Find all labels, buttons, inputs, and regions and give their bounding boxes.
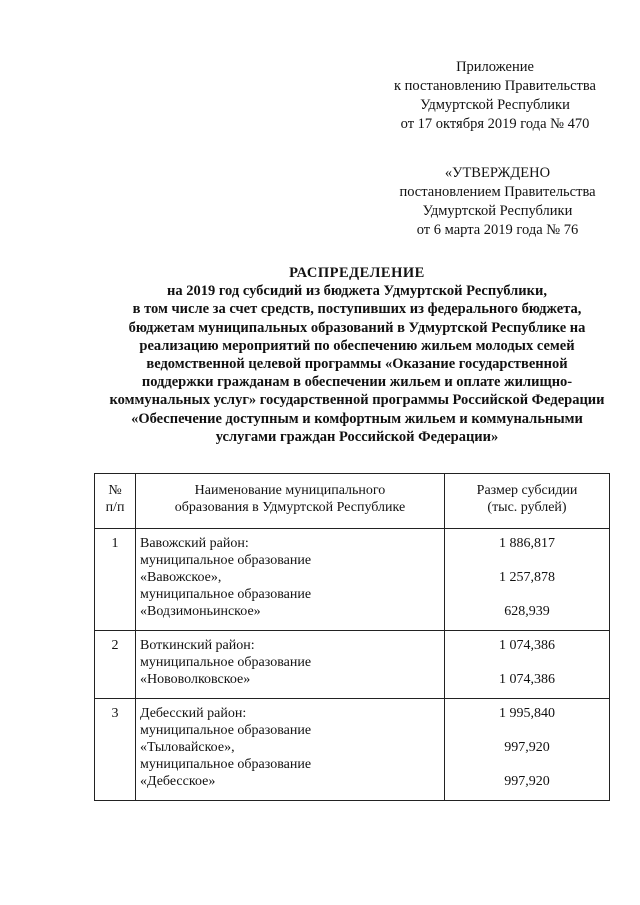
approval-line: от 6 марта 2019 года № 76 xyxy=(416,222,579,238)
title-line: услугами граждан Российской Федерации» xyxy=(215,428,499,445)
header-number-line: п/п xyxy=(105,500,125,515)
table-row xyxy=(95,529,610,631)
title-line: ведомственной целевой программы «Оказание государственной xyxy=(146,356,568,373)
subsidy-value: 1 074,386 xyxy=(499,638,555,653)
document-title xyxy=(92,264,622,446)
header-municipality-line: Наименование муниципального xyxy=(194,483,386,498)
row-municipality xyxy=(136,699,445,801)
row-subsidy xyxy=(445,631,610,699)
municipality-line: муниципальное образование xyxy=(140,655,312,670)
subsidy-value: 997,920 xyxy=(504,774,550,789)
subsidy-value: 1 074,386 xyxy=(499,672,555,687)
municipality-line: муниципальное образование xyxy=(140,757,312,772)
title-line: в том числе за счет средств, поступивших из федерального бюджета, xyxy=(132,301,582,318)
header-municipality xyxy=(136,474,445,529)
municipality-line: Вавожский район: xyxy=(140,536,249,551)
row-subsidy xyxy=(445,699,610,801)
municipality-line: «Вавожское», xyxy=(140,570,222,585)
municipality-line: «Нововолковское» xyxy=(140,672,251,687)
header-number xyxy=(95,474,136,529)
municipality-line: муниципальное образование xyxy=(140,553,312,568)
appendix-header xyxy=(380,58,610,134)
appendix-line: Удмуртской Республики xyxy=(420,97,570,113)
municipality-line: Воткинский район: xyxy=(140,638,255,653)
municipality-line: «Дебесское» xyxy=(140,774,216,789)
municipality-line: Дебесский район: xyxy=(140,706,247,721)
header-subsidy-line: Размер субсидии xyxy=(476,483,578,498)
title-line: бюджетам муниципальных образований в Удмуртской Республике на xyxy=(128,319,586,336)
approval-line: «УТВЕРЖДЕНО xyxy=(444,165,551,181)
title-heading: РАСПРЕДЕЛЕНИЕ xyxy=(289,265,425,281)
appendix-line: к постановлению Правительства xyxy=(394,78,596,94)
approval-stamp xyxy=(385,164,610,240)
row-number: 2 xyxy=(95,631,136,699)
title-line: «Обеспечение доступным и комфортным жильем и коммунальными xyxy=(131,410,583,427)
appendix-line: Приложение xyxy=(456,59,534,75)
header-subsidy xyxy=(445,474,610,529)
approval-line: Удмуртской Республики xyxy=(422,203,573,219)
row-municipality xyxy=(136,529,445,631)
subsidy-value: 1 995,840 xyxy=(499,706,555,721)
title-line: поддержки гражданам в обеспечении жильем и оплате жилищно- xyxy=(141,374,573,391)
table-row xyxy=(95,631,610,699)
row-subsidy xyxy=(445,529,610,631)
title-line: реализацию мероприятий по обеспечению жильем молодых семей xyxy=(139,337,575,354)
row-number: 1 xyxy=(95,529,136,631)
subsidy-value: 997,920 xyxy=(504,740,550,755)
subsidy-value: 628,939 xyxy=(504,604,550,619)
header-subsidy-line: (тыс. рублей) xyxy=(487,500,567,515)
municipality-line: «Тыловайское», xyxy=(140,740,235,755)
municipality-line: муниципальное образование xyxy=(140,587,312,602)
row-number: 3 xyxy=(95,699,136,801)
header-municipality-line: образования в Удмуртской Республике xyxy=(174,500,406,515)
title-line: на 2019 год субсидий из бюджета Удмуртской Республики, xyxy=(166,283,547,300)
table-row xyxy=(95,699,610,801)
approval-line: постановлением Правительства xyxy=(399,184,596,200)
table-header-row xyxy=(95,474,610,529)
subsidy-value: 1 257,878 xyxy=(499,570,555,585)
distribution-table xyxy=(94,473,610,801)
appendix-line: от 17 октября 2019 года № 470 xyxy=(400,116,590,132)
municipality-line: муниципальное образование xyxy=(140,723,312,738)
row-municipality xyxy=(136,631,445,699)
subsidy-value: 1 886,817 xyxy=(499,536,555,551)
municipality-line: «Водзимоньинское» xyxy=(140,604,261,619)
title-line: коммунальных услуг» государственной программы Российской Федерации xyxy=(109,392,605,409)
header-number-line: № xyxy=(108,483,122,498)
